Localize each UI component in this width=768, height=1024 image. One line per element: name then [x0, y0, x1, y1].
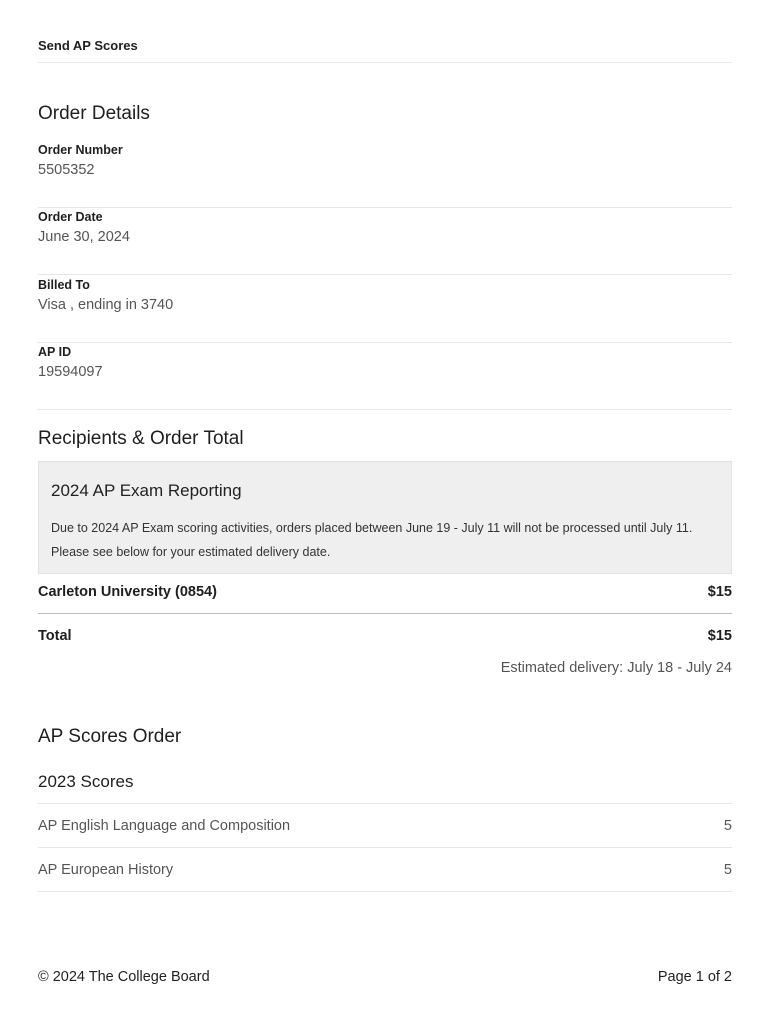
scores-bottom-divider: [38, 891, 732, 892]
total-value: $15: [707, 628, 732, 644]
ap-id-value: 19594097: [38, 364, 103, 380]
score-subject: AP European History: [38, 862, 174, 878]
page-number: Page 1 of 2: [657, 969, 732, 985]
order-number-label: Order Number: [38, 143, 123, 157]
page-footer: [38, 967, 732, 989]
score-subject: AP English Language and Composition: [38, 818, 291, 834]
recipient-name: Carleton University (0854): [38, 584, 217, 600]
ap-id-label: AP ID: [38, 345, 72, 359]
total-label: Total: [38, 628, 72, 644]
recipients-heading: Recipients & Order Total: [38, 428, 244, 449]
exam-reporting-notice: [38, 461, 732, 574]
scores-group-title: 2023 Scores: [38, 772, 134, 791]
order-number-value: 5505352: [38, 162, 95, 178]
order-date-value: June 30, 2024: [38, 229, 130, 245]
header-title: Send AP Scores: [38, 38, 138, 53]
page-header: [38, 38, 732, 63]
notice-title: 2024 AP Exam Reporting: [51, 481, 242, 500]
billed-to-label: Billed To: [38, 278, 90, 292]
recipient-price: $15: [707, 584, 732, 600]
order-details-heading: Order Details: [38, 103, 150, 124]
billed-to-field: [38, 277, 732, 343]
billed-to-value: Visa , ending in 3740: [38, 297, 174, 313]
estimated-delivery: Estimated delivery: July 18 - July 24: [500, 660, 732, 676]
ap-id-field: [38, 344, 732, 410]
order-date-label: Order Date: [38, 210, 103, 224]
scores-order-heading: AP Scores Order: [38, 726, 182, 747]
score-value: 5: [723, 862, 732, 878]
score-value: 5: [723, 818, 732, 834]
order-number-field: [38, 142, 732, 208]
total-divider: [38, 613, 732, 614]
score-row: [38, 803, 732, 847]
score-row: [38, 847, 732, 891]
notice-body: Due to 2024 AP Exam scoring activities, orders placed between June 19 - July 11 will not be processed until July 11. Please see below for your estimated delivery date.: [51, 521, 693, 559]
order-date-field: [38, 209, 732, 275]
copyright-text: © 2024 The College Board: [38, 969, 210, 985]
